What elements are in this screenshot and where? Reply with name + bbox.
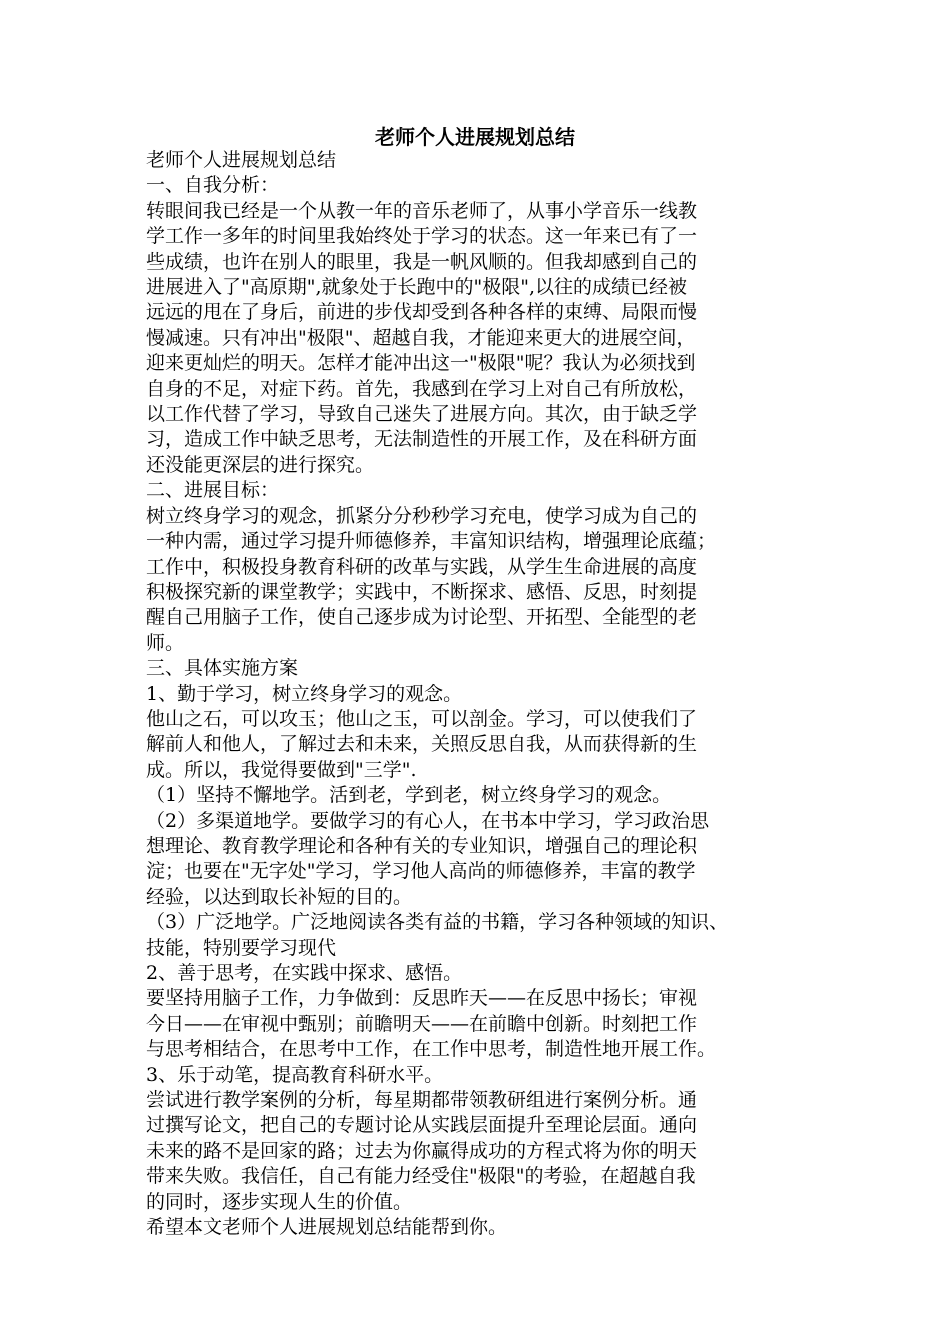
text-line: 希望本文老师个人进展规划总结能帮到你。 (146, 1216, 508, 1239)
text-line: 师。 (146, 631, 185, 654)
text-line: 要坚持用脑子工作，力争做到：反思昨天——在反思中扬长；审视 (146, 987, 698, 1010)
text-line: 三、具体实施方案 (146, 657, 299, 680)
text-line: 工作中，积极投身教育科研的改革与实践，从学生生命进展的高度 (146, 555, 698, 578)
text-line: 2、善于思考，在实践中探求、感悟。 (146, 962, 463, 984)
text-line: 带来失败。我信任，自己有能力经受住"极限"的考验，在超越自我 (146, 1165, 696, 1188)
text-line: 还没能更深层的进行探究。 (146, 453, 375, 476)
text-line: 未来的路不是回家的路；过去为你赢得成功的方程式将为你的明天 (146, 1139, 698, 1162)
text-line: 二、进展目标： (146, 479, 280, 502)
text-line: 技能，特别要学习现代 (146, 936, 337, 959)
text-line: 成。所以，我觉得要做到"三学". (146, 758, 417, 781)
document-body (146, 148, 826, 1240)
text-line: 以工作代替了学习，导致自己迷失了进展方向。其次，由于缺乏学 (146, 403, 698, 426)
text-line: （1）坚持不懈地学。活到老，学到老，树立终身学习的观念。 (146, 784, 672, 807)
text-line: 老师个人进展规划总结 (146, 149, 337, 171)
text-line: 醒自己用脑子工作，使自己逐步成为讨论型、开拓型、全能型的老 (146, 606, 698, 629)
text-line: 尝试进行教学案例的分析，每星期都带领教研组进行案例分析。通 (146, 1089, 698, 1112)
text-line: （3）广泛地学。广泛地阅读各类有益的书籍，学习各种领域的知识、 (146, 911, 729, 934)
text-line: 解前人和他人，了解过去和未来，关照反思自我，从而获得新的生 (146, 733, 698, 756)
text-line: 1、勤于学习，树立终身学习的观念。 (146, 682, 463, 705)
text-line: 一、自我分析： (146, 174, 280, 197)
text-line: 他山之石，可以攻玉；他山之玉，可以剖金。学习，可以使我们了 (146, 707, 698, 730)
text-line: 经验，以达到取长补短的目的。 (146, 885, 413, 908)
text-line: （2）多渠道地学。要做学习的有心人，在书本中学习，学习政治思 (146, 809, 710, 832)
text-line: 转眼间我已经是一个从教一年的音乐老师了，从事小学音乐一线教 (146, 199, 698, 222)
page-title: 老师个人进展规划总结 (375, 125, 575, 149)
text-line: 迎来更灿烂的明天。怎样才能冲出这一"极限"呢？我认为必须找到 (146, 352, 696, 375)
text-line: 今日——在审视中甄别；前瞻明天——在前瞻中创新。时刻把工作 (146, 1012, 698, 1035)
text-line: 淀；也要在"无字处"学习，学习他人高尚的师德修养，丰富的教学 (146, 860, 696, 883)
text-line: 过撰写论文，把自己的专题讨论从实践层面提升至理论层面。通向 (146, 1114, 698, 1137)
text-line: 积极探究新的课堂教学；实践中，不断探求、感悟、反思，时刻提 (146, 580, 698, 603)
text-line: 树立终身学习的观念，抓紧分分秒秒学习充电，使学习成为自己的 (146, 504, 698, 527)
text-line: 自身的不足，对症下药。首先，我感到在学习上对自己有所放松， (146, 377, 698, 400)
text-line: 3、乐于动笔，提高教育科研水平。 (146, 1063, 444, 1086)
text-line: 想理论、教育教学理论和各种有关的专业知识，增强自己的理论积 (146, 834, 698, 857)
text-line: 习，造成工作中缺乏思考，无法制造性的开展工作，及在科研方面 (146, 428, 698, 451)
text-line: 一种内需，通过学习提升师德修养，丰富知识结构，增强理论底蕴； (146, 530, 717, 553)
text-line: 些成绩，也许在别人的眼里，我是一帆风顺的。但我却感到自己的 (146, 250, 698, 273)
text-line: 慢减速。只有冲出"极限"、超越自我，才能迎来更大的进展空间， (146, 326, 696, 349)
text-line: 进展进入了"高原期",就象处于长跑中的"极限",以往的成绩已经被 (146, 276, 688, 299)
text-line: 学工作一多年的时间里我始终处于学习的状态。这一年来已有了一 (146, 225, 698, 248)
text-line: 远远的甩在了身后，前进的步伐却受到各种各样的束缚、局限而慢 (146, 301, 698, 324)
text-line: 的同时，逐步实现人生的价值。 (146, 1190, 413, 1213)
text-line: 与思考相结合，在思考中工作，在工作中思考，制造性地开展工作。 (146, 1038, 717, 1061)
